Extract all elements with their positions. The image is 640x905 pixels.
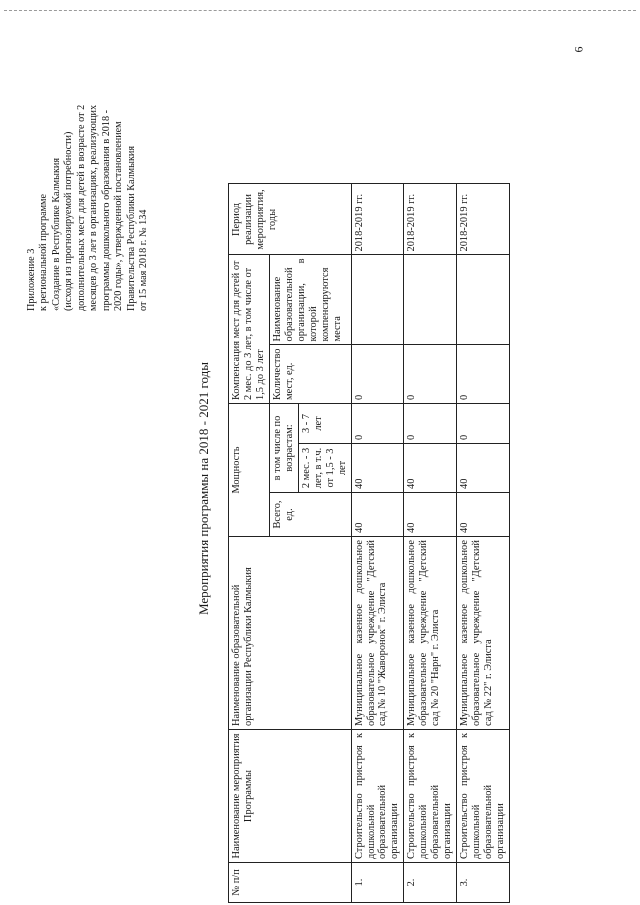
cell-age-2m-3: 40 bbox=[351, 444, 404, 493]
header-event: Наименование мероприятия Программы bbox=[229, 730, 352, 863]
header-capacity: Мощность bbox=[229, 404, 270, 537]
appendix-line: Правительства Республики Калмыкия bbox=[125, 145, 137, 311]
page-number: 6 bbox=[571, 46, 586, 53]
header-comp-org: Наименование образовательной организации, в которой компенсируются места bbox=[269, 255, 351, 345]
cell-period: 2018-2019 гг. bbox=[404, 184, 457, 255]
appendix-line: от 15 мая 2018 г. № 134 bbox=[137, 209, 149, 311]
appendix-header bbox=[26, 0, 150, 311]
cell-total: 40 bbox=[351, 493, 404, 537]
header-age-2m-3: 2 мес. - 3 лет, в т.ч. от 1,5 - 3 лет bbox=[298, 444, 351, 493]
cell-event: Строительство пристроя к дошкольной образовательной организации bbox=[404, 730, 457, 863]
appendix-line: к региональной программе bbox=[38, 193, 50, 311]
appendix-line: программы дошкольного образования в 2018 - bbox=[100, 109, 112, 311]
appendix-line: 2020 годы», утвержденной постановлением bbox=[113, 121, 125, 311]
header-row bbox=[229, 184, 270, 903]
program-table bbox=[228, 184, 510, 904]
cell-total: 40 bbox=[457, 493, 510, 537]
cell-org: Муниципальное казенное дошкольное образовательное учреждение "Детский сад № 10 "Жаворонок" г. Элиста bbox=[351, 537, 404, 730]
cell-comp-count: 0 bbox=[404, 345, 457, 404]
header-age-3-7: 3 - 7 лет bbox=[298, 404, 351, 444]
cell-comp-org bbox=[351, 255, 404, 345]
appendix-line: Приложение 3 bbox=[26, 248, 37, 311]
cell-comp-org bbox=[457, 255, 510, 345]
cell-num: 2. bbox=[404, 863, 457, 903]
header-compensation: Компенсация мест для детей от 2 мес. до 3 лет, в том числе от 1,5 до 3 лет bbox=[229, 255, 270, 404]
cell-event: Строительство пристроя к дошкольной образовательной организации bbox=[351, 730, 404, 863]
header-org: Наименование образовательной организации Республики Калмыкия bbox=[229, 537, 352, 730]
header-by-age: в том числе по возрастам: bbox=[269, 404, 298, 493]
cell-comp-count: 0 bbox=[351, 345, 404, 404]
cell-age-3-7: 0 bbox=[404, 404, 457, 444]
cell-org: Муниципальное казенное дошкольное образовательное учреждение "Детский сад № 20 "Нарн" г. Элиста bbox=[404, 537, 457, 730]
header-total: Всего, ед. bbox=[269, 493, 351, 537]
cell-total: 40 bbox=[404, 493, 457, 537]
appendix-line: месяцев до 3 лет в организациях, реализующих bbox=[88, 104, 100, 311]
header-comp-count: Количество мест, ед. bbox=[269, 345, 351, 404]
table-row bbox=[351, 184, 404, 903]
appendix-line: дополнительных мест для детей в возрасте от 2 bbox=[75, 104, 87, 311]
cell-event: Строительство пристроя к дошкольной образовательной организации bbox=[457, 730, 510, 863]
header-num: № п/п bbox=[229, 863, 352, 903]
cell-age-2m-3: 40 bbox=[457, 444, 510, 493]
cell-num: 3. bbox=[457, 863, 510, 903]
cell-period: 2018-2019 гг. bbox=[457, 184, 510, 255]
cell-num: 1. bbox=[351, 863, 404, 903]
table-row bbox=[457, 184, 510, 903]
document-title: Мероприятия программы на 2018 - 2021 годы bbox=[196, 362, 211, 615]
cell-age-3-7: 0 bbox=[457, 404, 510, 444]
appendix-line: «Создание в Республике Калмыкия bbox=[50, 157, 62, 311]
cell-period: 2018-2019 гг. bbox=[351, 184, 404, 255]
cell-comp-org bbox=[404, 255, 457, 345]
cell-age-2m-3: 40 bbox=[404, 444, 457, 493]
header-period: Период реализации мероприятия, годы bbox=[229, 184, 352, 255]
table-row bbox=[404, 184, 457, 903]
cell-comp-count: 0 bbox=[457, 345, 510, 404]
cell-age-3-7: 0 bbox=[351, 404, 404, 444]
appendix-line: (исходя из прогнозируемой потребности) bbox=[63, 131, 75, 311]
cell-org: Муниципальное казенное дошкольное образовательное учреждение "Детский сад № 22" г. Элиста bbox=[457, 537, 510, 730]
